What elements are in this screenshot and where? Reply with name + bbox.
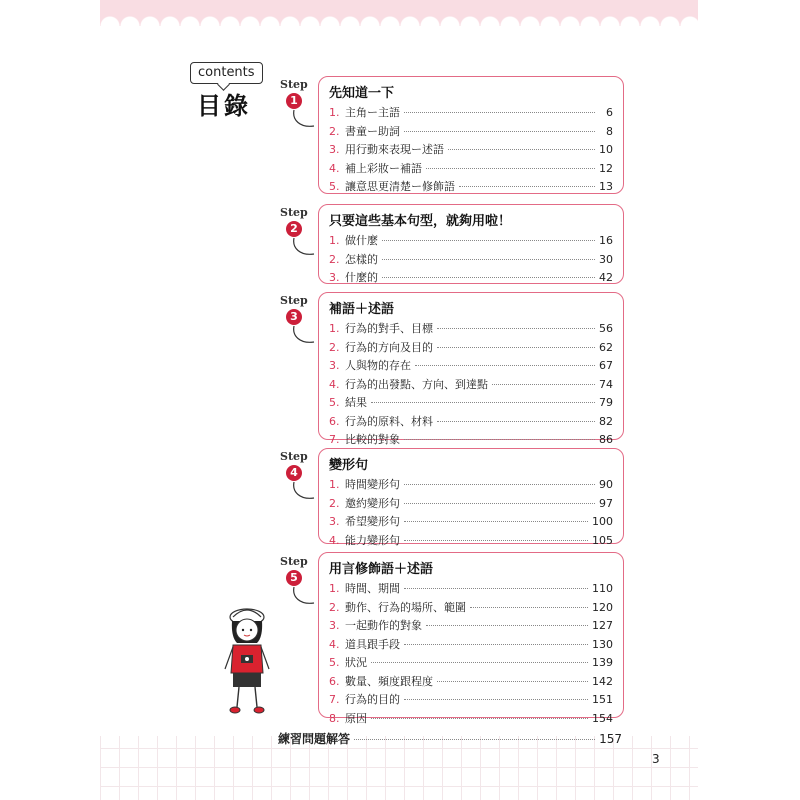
- step-label: Step: [280, 555, 308, 568]
- entry-number: 8.: [329, 711, 340, 725]
- dot-leader: [371, 402, 595, 403]
- dot-leader: [459, 186, 595, 187]
- toc-entry[interactable]: [329, 251, 613, 270]
- entry-number: 2.: [329, 600, 340, 614]
- entry-label: 時間、期間: [345, 582, 400, 595]
- step-number-badge: 1: [286, 93, 302, 109]
- entry-page: 90: [599, 478, 613, 491]
- entry-number: 4.: [329, 637, 340, 651]
- entry-page: 110: [592, 582, 613, 595]
- entry-number: 7.: [329, 693, 340, 706]
- step-marker-2: [278, 206, 318, 266]
- toc-entry[interactable]: [329, 123, 613, 142]
- toc-entry[interactable]: [329, 532, 613, 551]
- entry-page: 130: [592, 637, 613, 651]
- entry-label: 行為的目的: [345, 693, 400, 706]
- entry-label: 主角ー主語: [345, 106, 400, 119]
- dot-leader: [371, 718, 588, 719]
- entry-number: 1.: [329, 478, 340, 491]
- entry-page: 100: [592, 515, 613, 528]
- entry-page: 62: [599, 340, 613, 354]
- dot-leader: [404, 131, 595, 132]
- curl-arrow-icon: [290, 480, 316, 502]
- section-title: 變形句: [329, 458, 369, 473]
- step-marker-3: [278, 294, 318, 354]
- step-number-badge: 4: [286, 465, 302, 481]
- entry-number: 2.: [329, 124, 340, 138]
- entry-label: 人與物的存在: [345, 359, 411, 372]
- toc-entry[interactable]: [329, 476, 613, 495]
- entry-number: 5.: [329, 396, 340, 409]
- entry-page: 105: [592, 533, 613, 547]
- entry-label: 一起動作的對象: [345, 619, 422, 632]
- contents-tag: contents: [190, 62, 263, 84]
- entry-page: 13: [599, 180, 613, 193]
- toc-section-5: [318, 552, 624, 725]
- dot-leader: [382, 277, 595, 278]
- entry-page: 56: [599, 322, 613, 335]
- step-marker-1: [278, 78, 318, 138]
- toc-entry[interactable]: [329, 160, 613, 179]
- dot-leader: [404, 439, 595, 440]
- entry-number: 6.: [329, 674, 340, 688]
- curl-arrow-icon: [290, 108, 316, 130]
- entry-number: 6.: [329, 414, 340, 428]
- step-number-badge: 5: [286, 570, 302, 586]
- toc-entry[interactable]: [329, 104, 613, 123]
- entry-label: 邀約變形句: [345, 496, 400, 510]
- dot-leader: [382, 259, 595, 260]
- toc-entry[interactable]: [329, 232, 613, 251]
- entry-number: 3.: [329, 619, 340, 632]
- entry-page: 120: [592, 600, 613, 614]
- toc-entry[interactable]: [329, 599, 613, 618]
- dot-leader: [371, 662, 588, 663]
- entry-label: 道具跟手段: [345, 637, 400, 651]
- entry-label: 行為的方向及目的: [345, 340, 433, 354]
- dot-leader: [426, 168, 595, 169]
- entry-page: 127: [592, 619, 613, 632]
- dot-leader: [492, 384, 595, 385]
- entry-label: 做什麼: [345, 234, 378, 247]
- entry-label: 書童ー助詞: [345, 124, 400, 138]
- entry-page: 42: [599, 271, 613, 284]
- dot-leader: [354, 739, 595, 740]
- entry-page: 154: [592, 711, 613, 725]
- entry-label: 能力變形句: [345, 533, 400, 547]
- entry-number: 4.: [329, 377, 340, 391]
- entry-page: 10: [599, 143, 613, 156]
- entry-page: 16: [599, 234, 613, 247]
- dot-leader: [404, 699, 588, 700]
- entry-label: 行為的原料、材料: [345, 414, 433, 428]
- entry-number: 4.: [329, 533, 340, 547]
- toc-entry[interactable]: [329, 376, 613, 395]
- entry-page: 30: [599, 252, 613, 266]
- entry-number: 1.: [329, 322, 340, 335]
- step-label: Step: [280, 78, 308, 91]
- entry-number: 3.: [329, 359, 340, 372]
- toc-entry[interactable]: [329, 339, 613, 358]
- entry-page: 79: [599, 396, 613, 409]
- entry-page: 8: [606, 124, 613, 138]
- toc-entry[interactable]: [329, 495, 613, 514]
- entry-label: 動作、行為的場所、範圍: [345, 600, 466, 614]
- toc-entry[interactable]: [329, 673, 613, 692]
- entry-number: 3.: [329, 515, 340, 528]
- toc-section-4: [318, 448, 624, 547]
- toc-section-3: [318, 292, 624, 446]
- toc-entry[interactable]: [329, 178, 613, 197]
- toc-entry[interactable]: [329, 320, 613, 339]
- step-number-badge: 3: [286, 309, 302, 325]
- page-title: 目錄: [197, 92, 251, 120]
- dot-leader: [382, 240, 595, 241]
- entry-number: 5.: [329, 656, 340, 669]
- step-number-badge: 2: [286, 221, 302, 237]
- entry-label: 希望變形句: [345, 515, 400, 528]
- toc-entry[interactable]: [329, 141, 613, 160]
- page-number: 3: [652, 752, 660, 766]
- entry-label: 用行動來表現ー述語: [345, 143, 444, 156]
- dot-leader: [437, 347, 595, 348]
- entry-label: 怎樣的: [345, 252, 378, 266]
- entry-label: 比較的對象: [345, 433, 400, 446]
- entry-page: 142: [592, 674, 613, 688]
- toc-entry[interactable]: [329, 269, 613, 288]
- toc-entry[interactable]: [329, 357, 613, 376]
- entry-label: 讓意思更清楚ー修飾語: [345, 180, 455, 193]
- decorative-top-band: [100, 0, 698, 26]
- step-label: Step: [280, 450, 308, 463]
- section-title: 用言修飾語＋述語: [329, 562, 434, 577]
- entry-number: 2.: [329, 496, 340, 510]
- toc-entry[interactable]: [329, 654, 613, 673]
- toc-entry-answers[interactable]: [278, 730, 622, 747]
- dot-leader: [404, 540, 588, 541]
- curl-arrow-icon: [290, 236, 316, 258]
- girl-illustration: [217, 603, 277, 718]
- toc-entry[interactable]: [329, 394, 613, 413]
- entry-number: 2.: [329, 340, 340, 354]
- dot-leader: [426, 625, 588, 626]
- entry-page: 157: [599, 732, 622, 746]
- entry-page: 97: [599, 496, 613, 510]
- entry-number: 7.: [329, 433, 340, 446]
- entry-page: 74: [599, 377, 613, 391]
- dot-leader: [437, 328, 595, 329]
- section-title: 只要這些基本句型，就夠用啦！: [329, 214, 512, 229]
- step-marker-4: [278, 450, 318, 510]
- toc-section-1: [318, 76, 624, 194]
- entry-number: 4.: [329, 161, 340, 175]
- dot-leader: [404, 112, 595, 113]
- dot-leader: [437, 681, 588, 682]
- entry-number: 5.: [329, 180, 340, 193]
- toc-entry[interactable]: [329, 691, 613, 710]
- answers-label: 練習問題解答: [278, 732, 351, 746]
- toc-entry[interactable]: [329, 513, 613, 532]
- toc-entry[interactable]: [329, 580, 613, 599]
- dot-leader: [404, 521, 588, 522]
- dot-leader: [470, 607, 588, 608]
- entry-label: 數量、頻度跟程度: [345, 674, 433, 688]
- entry-number: 1.: [329, 582, 340, 595]
- entry-page: 82: [599, 414, 613, 428]
- toc-entry[interactable]: [329, 413, 613, 432]
- toc-entry[interactable]: [329, 431, 613, 450]
- toc-entry[interactable]: [329, 636, 613, 655]
- dot-leader: [404, 484, 595, 485]
- toc-entry[interactable]: [329, 617, 613, 636]
- curl-arrow-icon: [290, 585, 316, 607]
- dot-leader: [404, 503, 595, 504]
- toc-entry[interactable]: [329, 710, 613, 729]
- entry-label: 行為的對手、目標: [345, 322, 433, 335]
- dot-leader: [448, 149, 595, 150]
- toc-section-2: [318, 204, 624, 284]
- entry-page: 139: [592, 656, 613, 669]
- entry-label: 補上彩妝ー補語: [345, 161, 422, 175]
- entry-label: 行為的出發點、方向、到達點: [345, 377, 488, 391]
- dot-leader: [404, 644, 588, 645]
- entry-number: 2.: [329, 252, 340, 266]
- entry-page: 86: [599, 433, 613, 446]
- section-title: 補語＋述語: [329, 302, 395, 317]
- entry-label: 狀況: [345, 656, 367, 669]
- entry-page: 151: [592, 693, 613, 706]
- entry-label: 時間變形句: [345, 478, 400, 491]
- entry-number: 3.: [329, 271, 340, 284]
- entry-label: 原因: [345, 711, 367, 725]
- entry-page: 6: [606, 106, 613, 119]
- entry-number: 1.: [329, 106, 340, 119]
- dot-leader: [437, 421, 595, 422]
- section-title: 先知道一下: [329, 86, 395, 101]
- entry-page: 12: [599, 161, 613, 175]
- step-marker-5: [278, 555, 318, 615]
- entry-label: 什麼的: [345, 271, 378, 284]
- dot-leader: [404, 588, 588, 589]
- step-label: Step: [280, 294, 308, 307]
- curl-arrow-icon: [290, 324, 316, 346]
- entry-page: 67: [599, 359, 613, 372]
- step-label: Step: [280, 206, 308, 219]
- entry-label: 結果: [345, 396, 367, 409]
- dot-leader: [415, 365, 595, 366]
- entry-number: 1.: [329, 234, 340, 247]
- entry-number: 3.: [329, 143, 340, 156]
